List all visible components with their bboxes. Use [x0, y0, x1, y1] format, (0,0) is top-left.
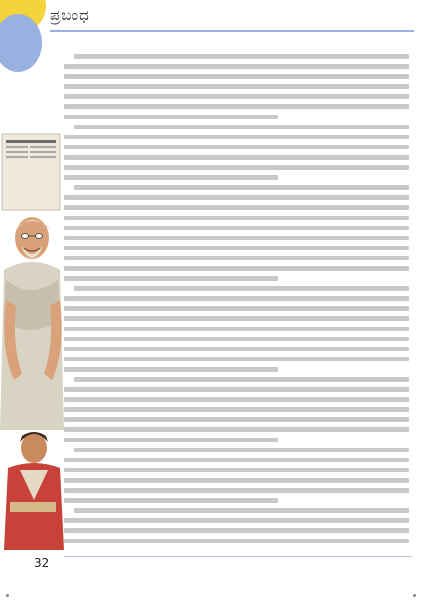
body-text-line-placeholder: [64, 367, 278, 372]
body-text-line-placeholder: [74, 377, 409, 382]
page-header: [0, 0, 422, 26]
body-text: [64, 54, 409, 546]
header-rule: [50, 30, 414, 32]
body-text-line-placeholder: [64, 387, 409, 392]
body-text-line-placeholder: [74, 508, 409, 513]
body-text-line-placeholder: [64, 104, 409, 109]
body-text-line-placeholder: [64, 84, 409, 89]
body-text-line-placeholder: [64, 417, 409, 422]
body-text-line-placeholder: [64, 296, 409, 301]
body-text-line-placeholder: [64, 236, 409, 241]
body-text-line-placeholder: [64, 94, 409, 99]
body-text-line-placeholder: [64, 155, 409, 160]
body-text-line-placeholder: [64, 316, 409, 321]
body-text-line-placeholder: [64, 498, 278, 503]
body-text-line-placeholder: [64, 528, 409, 533]
body-text-line-placeholder: [64, 458, 409, 463]
body-text-line-placeholder: [64, 478, 409, 483]
body-text-line-placeholder: [64, 145, 409, 150]
body-text-line-placeholder: [74, 286, 409, 291]
body-text-line-placeholder: [64, 306, 409, 311]
body-text-line-placeholder: [64, 135, 409, 140]
body-text-line-placeholder: [64, 407, 409, 412]
body-text-line-placeholder: [64, 216, 409, 221]
body-text-line-placeholder: [64, 539, 409, 544]
body-text-line-placeholder: [64, 518, 409, 523]
body-text-line-placeholder: [64, 175, 278, 180]
body-text-line-placeholder: [64, 205, 409, 210]
body-text-line-placeholder: [74, 185, 409, 190]
body-text-line-placeholder: [74, 54, 409, 59]
crop-mark-left: [6, 594, 9, 597]
section-title: ಪ್ರಬಂಧ: [50, 6, 90, 24]
body-text-line-placeholder: [64, 64, 409, 69]
header-blue-circle: [0, 14, 42, 72]
body-text-line-placeholder: [64, 276, 278, 281]
body-text-line-placeholder: [74, 125, 409, 130]
footer-rule: [64, 556, 412, 557]
body-text-line-placeholder: [64, 427, 409, 432]
body-text-line-placeholder: [64, 195, 409, 200]
body-text-line-placeholder: [64, 226, 409, 231]
body-text-line-placeholder: [64, 74, 409, 79]
body-text-line-placeholder: [64, 468, 409, 473]
body-text-line-placeholder: [64, 397, 409, 402]
body-text-line-placeholder: [64, 438, 278, 443]
crop-mark-right: [413, 594, 416, 597]
article-body: [64, 54, 409, 546]
body-text-line-placeholder: [64, 347, 409, 352]
body-text-line-placeholder: [64, 266, 409, 271]
page-number: 32: [34, 556, 50, 570]
body-text-line-placeholder: [64, 256, 409, 261]
body-text-line-placeholder: [64, 115, 278, 120]
body-text-line-placeholder: [64, 327, 409, 332]
body-text-line-placeholder: [64, 337, 409, 342]
body-text-line-placeholder: [64, 165, 409, 170]
body-text-line-placeholder: [64, 357, 409, 362]
body-text-line-placeholder: [64, 246, 409, 251]
body-text-line-placeholder: [74, 448, 409, 453]
man-reading-newspaper-illustration: [0, 130, 66, 550]
body-text-line-placeholder: [64, 488, 409, 493]
